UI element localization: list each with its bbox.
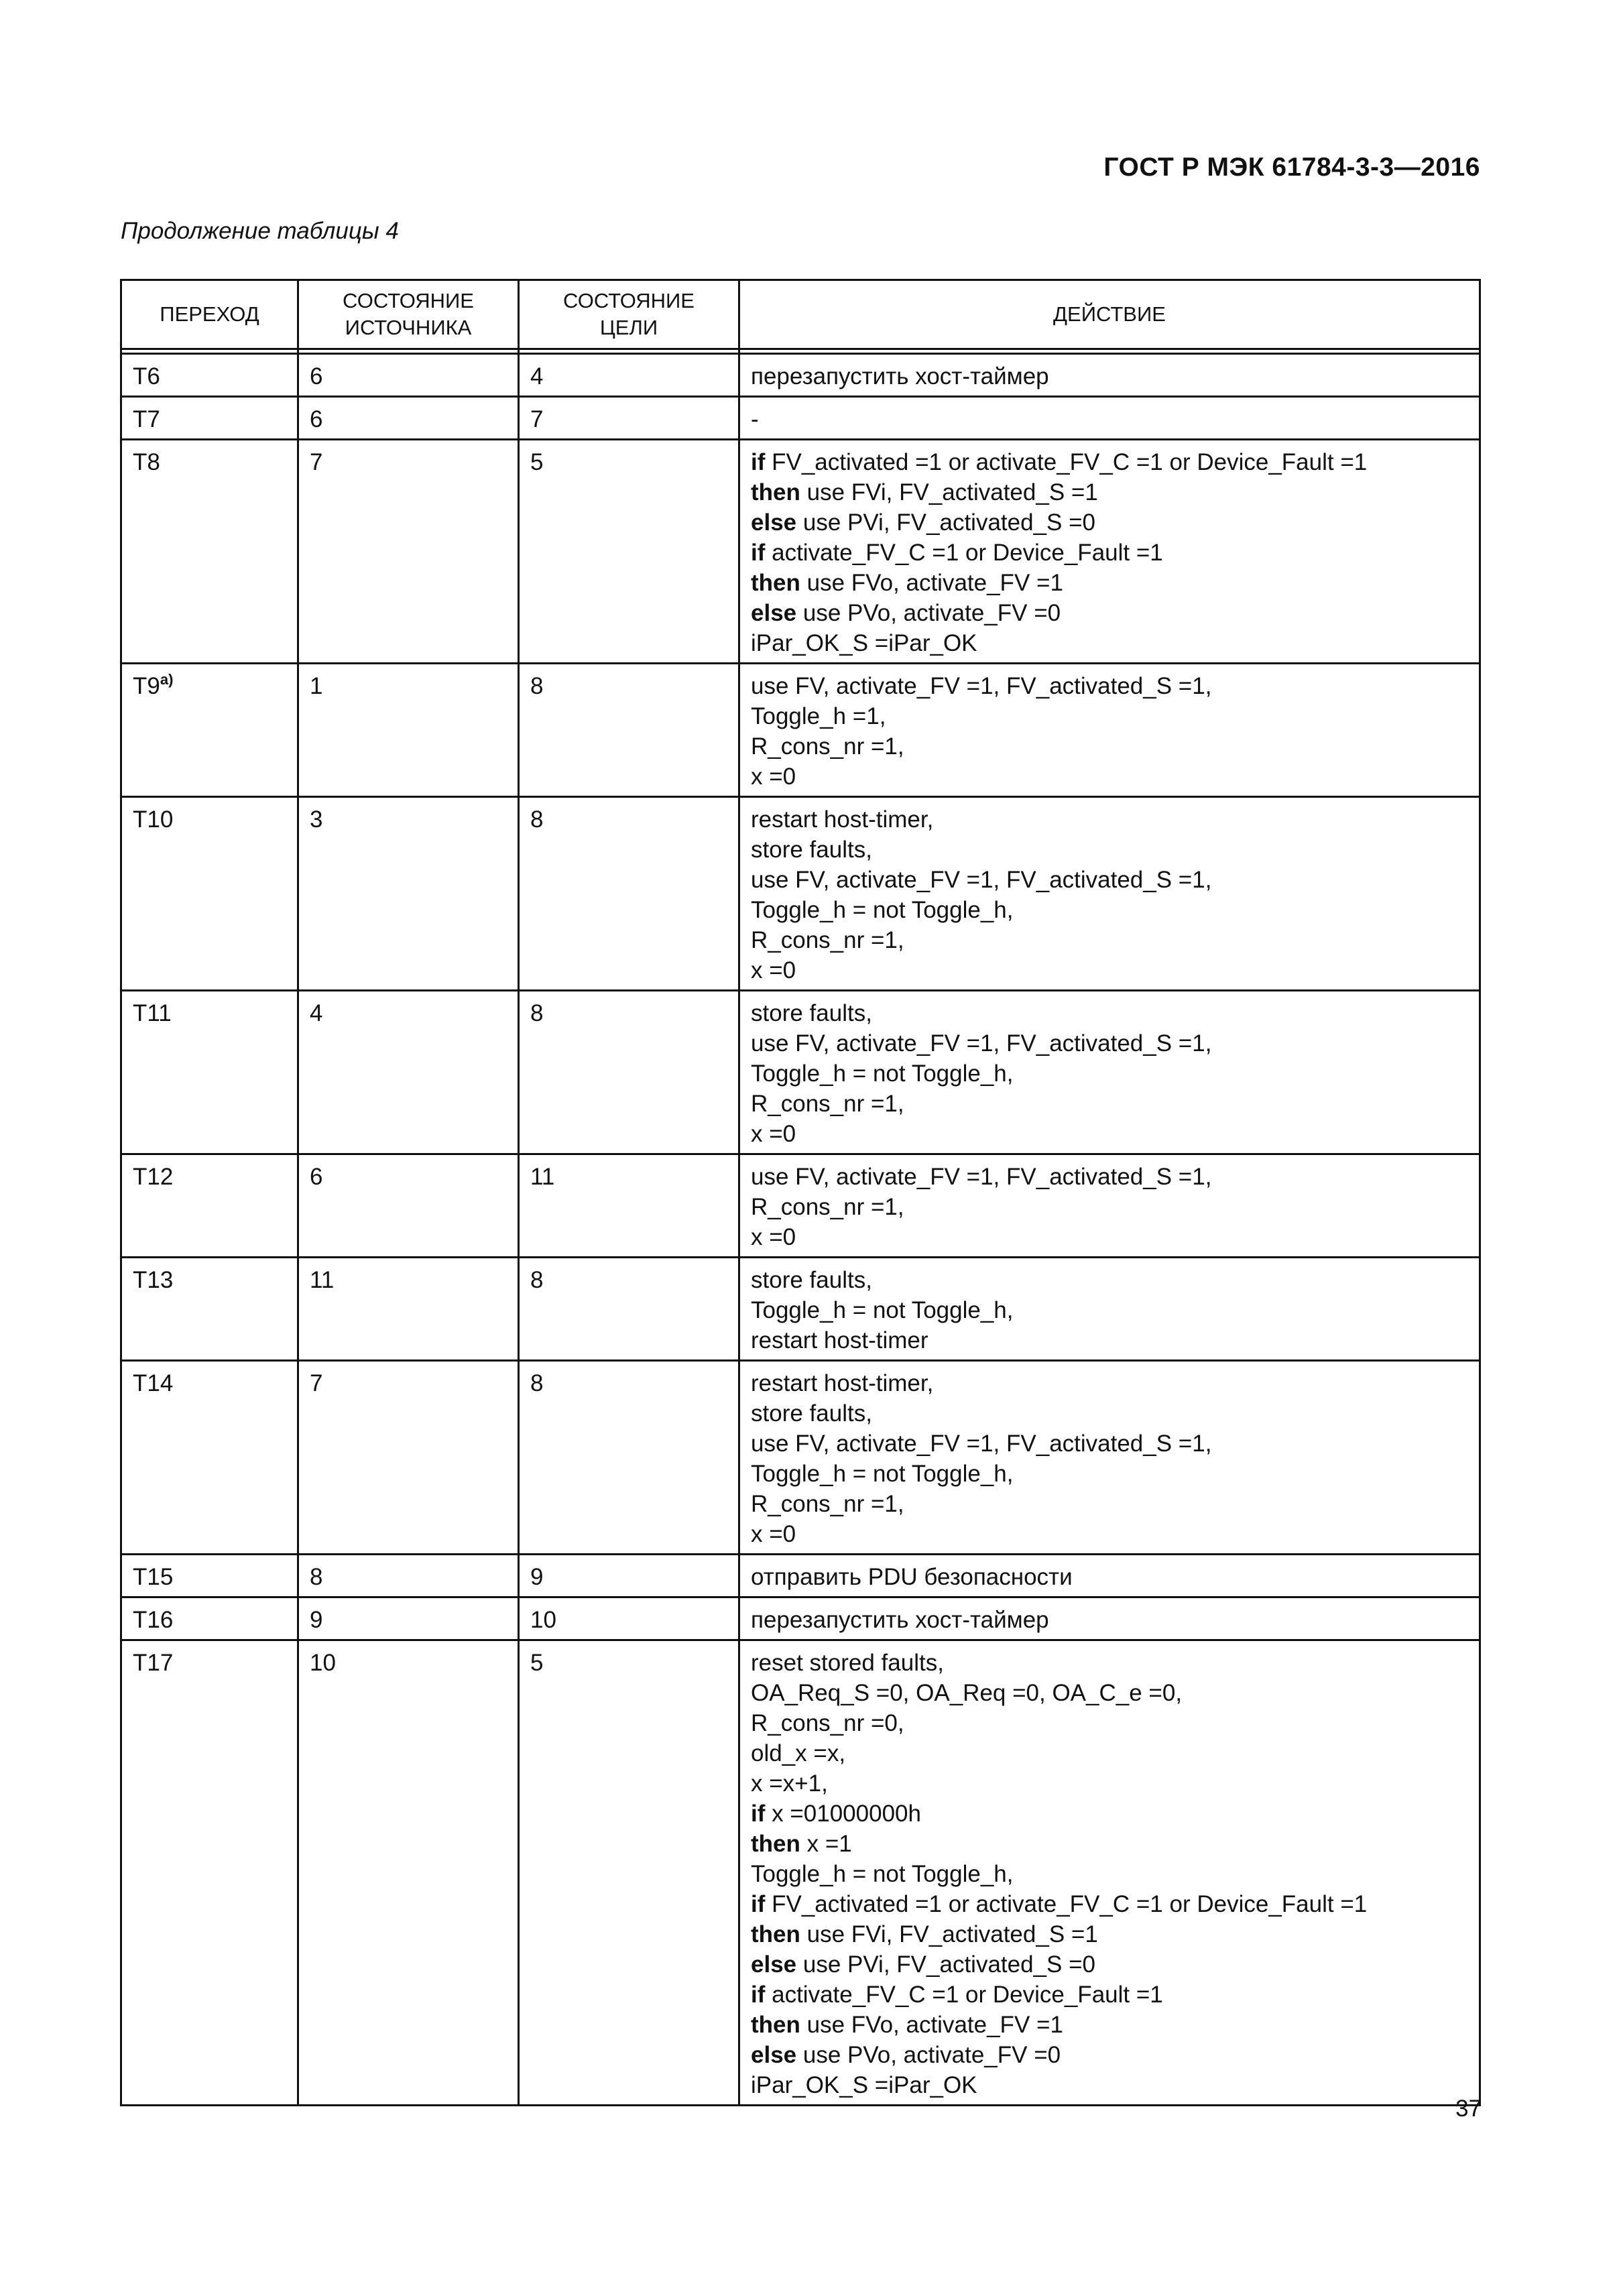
action-line — [751, 1295, 1468, 1325]
transition-label: T17 — [133, 1650, 174, 1676]
action-text: iPar_OK_S =iPar_OK — [751, 630, 977, 656]
action-line — [751, 701, 1468, 731]
table-row — [121, 664, 1480, 797]
cell-transition — [121, 440, 298, 664]
action-text: перезапустить хост-таймер — [751, 363, 1049, 389]
action-text: FV_activated =1 or activate_FV_C =1 or Device_Fault =1 — [765, 449, 1368, 475]
header-action-line: ДЕЙСТВИЕ — [1053, 302, 1166, 326]
action-text: iPar_OK_S =iPar_OK — [751, 2072, 977, 2098]
action-text: R_cons_nr =1, — [751, 1091, 904, 1117]
cell-action — [739, 664, 1480, 797]
cell-source-state: 7 — [298, 1361, 519, 1555]
action-keyword: else — [751, 2042, 797, 2068]
action-text: use PVi, FV_activated_S =0 — [796, 1951, 1095, 1978]
action-line — [751, 895, 1468, 925]
action-line — [751, 538, 1468, 568]
cell-transition — [121, 797, 298, 991]
action-text: R_cons_nr =1, — [751, 733, 904, 760]
action-text: R_cons_nr =1, — [751, 1194, 904, 1220]
action-line — [751, 2070, 1468, 2100]
header-target-state-line-1: СОСТОЯНИЕ — [563, 289, 695, 312]
table-row — [121, 1361, 1480, 1555]
cell-action — [739, 797, 1480, 991]
action-text: use PVo, activate_FV =0 — [796, 2042, 1061, 2068]
table-body — [121, 354, 1480, 2106]
cell-source-state: 7 — [298, 440, 519, 664]
action-text: use FV, activate_FV =1, FV_activated_S =1, — [751, 673, 1212, 699]
action-text: use FVi, FV_activated_S =1 — [800, 479, 1098, 505]
cell-source-state: 1 — [298, 664, 519, 797]
transition-label: T14 — [133, 1370, 174, 1396]
cell-target-state: 4 — [519, 354, 739, 397]
action-text: x =01000000h — [765, 1801, 921, 1827]
action-line — [751, 2010, 1468, 2040]
action-line — [751, 804, 1468, 835]
document-code: ГОСТ Р МЭК 61784-3-3—2016 — [1103, 153, 1480, 182]
action-text: use PVo, activate_FV =0 — [796, 600, 1061, 626]
action-line — [751, 731, 1468, 762]
cell-transition — [121, 1640, 298, 2106]
separator-cell — [298, 349, 519, 354]
cell-action — [739, 1154, 1480, 1258]
table-caption: Продолжение таблицы 4 — [121, 218, 399, 244]
action-text: Toggle_h = not Toggle_h, — [751, 1461, 1014, 1487]
action-text: Toggle_h = not Toggle_h, — [751, 1861, 1014, 1887]
transition-label: T15 — [133, 1564, 174, 1590]
table-row — [121, 440, 1480, 664]
header-source-state — [298, 280, 519, 349]
cell-source-state: 3 — [298, 797, 519, 991]
table-row — [121, 991, 1480, 1154]
table-row — [121, 397, 1480, 440]
action-text: R_cons_nr =0, — [751, 1710, 904, 1736]
table-row — [121, 1597, 1480, 1640]
action-line — [751, 477, 1468, 507]
cell-target-state: 8 — [519, 991, 739, 1154]
action-text: x =0 — [751, 1521, 796, 1547]
action-line — [751, 1368, 1468, 1398]
cell-target-state: 11 — [519, 1154, 739, 1258]
action-text: use FV, activate_FV =1, FV_activated_S =1, — [751, 1431, 1212, 1457]
cell-action — [739, 991, 1480, 1154]
action-line — [751, 361, 1468, 391]
action-line — [751, 1519, 1468, 1549]
action-line — [751, 1265, 1468, 1295]
cell-transition — [121, 1555, 298, 1597]
header-target-state — [519, 280, 739, 349]
action-keyword: then — [751, 1921, 800, 1947]
cell-target-state: 8 — [519, 1361, 739, 1555]
transition-label: T9 — [133, 673, 160, 699]
action-line — [751, 1829, 1468, 1859]
action-text: activate_FV_C =1 or Device_Fault =1 — [765, 1982, 1163, 2008]
action-text: store faults, — [751, 1400, 872, 1427]
table-row — [121, 1555, 1480, 1597]
action-line — [751, 1089, 1468, 1119]
table-header-row — [121, 280, 1480, 349]
action-line — [751, 2040, 1468, 2070]
action-keyword: then — [751, 2012, 800, 2038]
header-separator — [121, 349, 1480, 354]
cell-transition — [121, 991, 298, 1154]
action-text: отправить PDU безопасности — [751, 1564, 1073, 1590]
cell-target-state: 9 — [519, 1555, 739, 1597]
action-line — [751, 1799, 1468, 1829]
transition-label: T13 — [133, 1267, 174, 1293]
header-action — [739, 280, 1480, 349]
action-text: use FV, activate_FV =1, FV_activated_S =1, — [751, 1030, 1212, 1056]
cell-transition — [121, 1361, 298, 1555]
action-text: store faults, — [751, 1267, 872, 1293]
action-line — [751, 1859, 1468, 1889]
action-text: R_cons_nr =1, — [751, 927, 904, 953]
separator-cell — [121, 349, 298, 354]
cell-target-state: 7 — [519, 397, 739, 440]
action-line — [751, 1192, 1468, 1222]
table-row — [121, 797, 1480, 991]
action-keyword: if — [751, 449, 766, 475]
footnote-marker: a) — [160, 671, 174, 688]
cell-action — [739, 1361, 1480, 1555]
action-line — [751, 1889, 1468, 1919]
action-line — [751, 1648, 1468, 1678]
action-keyword: then — [751, 1831, 800, 1857]
action-text: R_cons_nr =1, — [751, 1491, 904, 1517]
action-line — [751, 865, 1468, 895]
action-line — [751, 404, 1468, 434]
action-line — [751, 955, 1468, 985]
action-line — [751, 1398, 1468, 1429]
cell-target-state: 10 — [519, 1597, 739, 1640]
action-keyword: if — [751, 1982, 766, 2008]
action-text: reset stored faults, — [751, 1650, 944, 1676]
transition-label: T7 — [133, 406, 160, 432]
action-line — [751, 628, 1468, 658]
action-line — [751, 1949, 1468, 1980]
cell-target-state: 5 — [519, 440, 739, 664]
action-keyword: if — [751, 1891, 766, 1917]
cell-transition — [121, 354, 298, 397]
action-line — [751, 1708, 1468, 1738]
transition-label: T16 — [133, 1607, 174, 1633]
action-text: restart host-timer — [751, 1327, 928, 1353]
action-line — [751, 1325, 1468, 1355]
action-text: Toggle_h = not Toggle_h, — [751, 1061, 1014, 1087]
action-line — [751, 1028, 1468, 1059]
action-keyword: if — [751, 540, 766, 566]
action-text: activate_FV_C =1 or Device_Fault =1 — [765, 540, 1163, 566]
action-line — [751, 1919, 1468, 1949]
table-row — [121, 1258, 1480, 1361]
cell-transition — [121, 1154, 298, 1258]
action-line — [751, 998, 1468, 1028]
action-text: use PVi, FV_activated_S =0 — [796, 509, 1095, 536]
action-text: use FVo, activate_FV =1 — [800, 2012, 1063, 2038]
action-line — [751, 1119, 1468, 1149]
cell-source-state: 6 — [298, 397, 519, 440]
action-line — [751, 1059, 1468, 1089]
cell-transition — [121, 1258, 298, 1361]
cell-target-state: 8 — [519, 797, 739, 991]
cell-source-state: 6 — [298, 354, 519, 397]
action-text: Toggle_h = not Toggle_h, — [751, 1297, 1014, 1323]
action-text: Toggle_h = not Toggle_h, — [751, 897, 1014, 923]
action-line — [751, 1222, 1468, 1252]
action-line — [751, 835, 1468, 865]
cell-target-state: 5 — [519, 1640, 739, 2106]
cell-action — [739, 1640, 1480, 2106]
action-text: store faults, — [751, 837, 872, 863]
action-text: Toggle_h =1, — [751, 703, 886, 729]
cell-source-state: 9 — [298, 1597, 519, 1640]
action-line — [751, 1459, 1468, 1489]
transition-label: T6 — [133, 363, 160, 389]
action-text: use FVo, activate_FV =1 — [800, 570, 1063, 596]
cell-transition — [121, 397, 298, 440]
action-text: restart host-timer, — [751, 806, 934, 833]
action-line — [751, 1562, 1468, 1592]
action-text: x =0 — [751, 1224, 796, 1250]
action-keyword: then — [751, 570, 800, 596]
cell-action — [739, 1258, 1480, 1361]
action-text: restart host-timer, — [751, 1370, 934, 1396]
cell-source-state: 6 — [298, 1154, 519, 1258]
cell-action — [739, 440, 1480, 664]
header-source-state-line-1: СОСТОЯНИЕ — [343, 289, 474, 312]
action-keyword: if — [751, 1801, 766, 1827]
action-text: x =0 — [751, 764, 796, 790]
action-text: FV_activated =1 or activate_FV_C =1 or Device_Fault =1 — [765, 1891, 1368, 1917]
action-line — [751, 1489, 1468, 1519]
action-line — [751, 1429, 1468, 1459]
action-keyword: else — [751, 600, 797, 626]
action-text: use FV, activate_FV =1, FV_activated_S =1, — [751, 1164, 1212, 1190]
table-row — [121, 1640, 1480, 2106]
action-line — [751, 762, 1468, 792]
action-line — [751, 671, 1468, 701]
action-text: use FV, activate_FV =1, FV_activated_S =1, — [751, 867, 1212, 893]
cell-action — [739, 354, 1480, 397]
action-line — [751, 1162, 1468, 1192]
action-line — [751, 925, 1468, 955]
cell-transition — [121, 664, 298, 797]
cell-action — [739, 397, 1480, 440]
action-keyword: then — [751, 479, 800, 505]
action-line — [751, 1678, 1468, 1708]
cell-target-state: 8 — [519, 664, 739, 797]
header-transition — [121, 280, 298, 349]
cell-source-state: 4 — [298, 991, 519, 1154]
action-line — [751, 507, 1468, 538]
action-line — [751, 568, 1468, 598]
transition-label: T8 — [133, 449, 160, 475]
cell-source-state: 10 — [298, 1640, 519, 2106]
cell-source-state: 11 — [298, 1258, 519, 1361]
transition-label: T12 — [133, 1164, 174, 1190]
header-source-state-line-2: ИСТОЧНИКА — [345, 316, 472, 339]
action-text: x =x+1, — [751, 1770, 828, 1797]
action-line — [751, 1768, 1468, 1799]
cell-action — [739, 1597, 1480, 1640]
separator-cell — [739, 349, 1480, 354]
action-line — [751, 598, 1468, 628]
action-keyword: else — [751, 509, 797, 536]
separator-cell — [519, 349, 739, 354]
header-transition-line: ПЕРЕХОД — [160, 302, 259, 326]
cell-transition — [121, 1597, 298, 1640]
header-target-state-line-2: ЦЕЛИ — [599, 316, 658, 339]
action-text: store faults, — [751, 1000, 872, 1026]
action-text: use FVi, FV_activated_S =1 — [800, 1921, 1098, 1947]
cell-target-state: 8 — [519, 1258, 739, 1361]
action-text: x =0 — [751, 1121, 796, 1147]
action-text: OA_Req_S =0, OA_Req =0, OA_C_e =0, — [751, 1680, 1183, 1706]
page-number: 37 — [1455, 2096, 1482, 2122]
action-line — [751, 1738, 1468, 1768]
action-text: x =1 — [800, 1831, 852, 1857]
cell-action — [739, 1555, 1480, 1597]
table-row — [121, 354, 1480, 397]
transition-table — [120, 279, 1481, 2106]
cell-source-state: 8 — [298, 1555, 519, 1597]
action-text: перезапустить хост-таймер — [751, 1607, 1049, 1633]
transition-label: T11 — [133, 1000, 172, 1026]
action-keyword: else — [751, 1951, 797, 1978]
action-text: - — [751, 406, 759, 432]
action-text: old_x =x, — [751, 1740, 846, 1766]
transition-label: T10 — [133, 806, 174, 833]
action-text: x =0 — [751, 957, 796, 983]
action-line — [751, 1980, 1468, 2010]
action-line — [751, 447, 1468, 477]
action-line — [751, 1605, 1468, 1635]
table-row — [121, 1154, 1480, 1258]
